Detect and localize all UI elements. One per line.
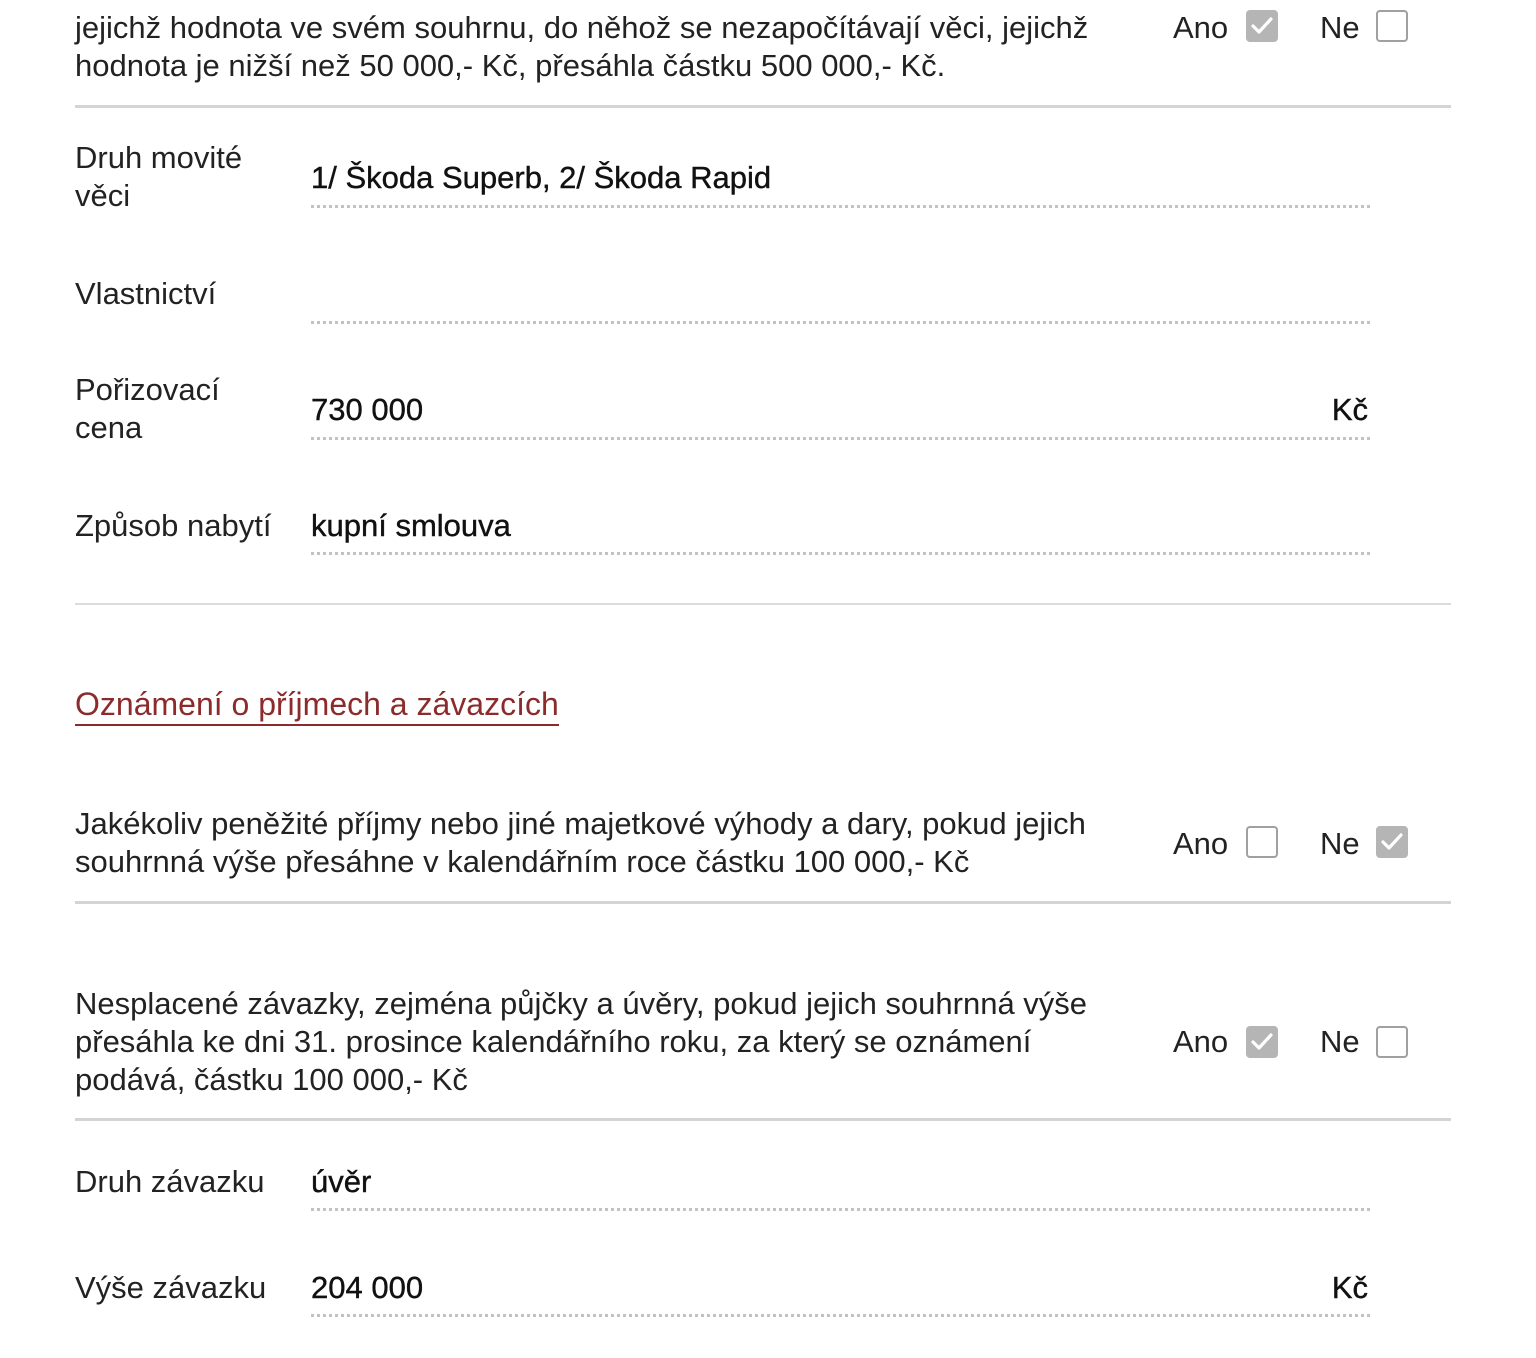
price-value[interactable]: 730 000	[311, 392, 424, 427]
acquisition-field-line	[311, 552, 1370, 555]
acquisition-label: Způsob nabytí	[75, 508, 272, 543]
liability-amount-label: Výše závazku	[75, 1270, 267, 1305]
ownership-label: Vlastnictví	[75, 276, 217, 311]
q3-ano-checkbox[interactable]	[1246, 1026, 1278, 1058]
checkmark-icon	[1248, 12, 1276, 40]
liability-amount-field-line	[311, 1314, 1370, 1317]
q1-ano-label: Ano	[1173, 10, 1229, 45]
price-currency: Kč	[1331, 392, 1368, 427]
q1-ne-label: Ne	[1320, 10, 1360, 45]
movable-type-field-line	[311, 205, 1370, 208]
price-label: Pořizovací cena	[75, 372, 220, 445]
section-title-income-liabilities: Oznámení o příjmech a závazcích	[75, 684, 559, 726]
q2-ne-checkbox[interactable]	[1376, 826, 1408, 858]
checkmark-icon	[1248, 1028, 1276, 1056]
acquisition-value[interactable]: kupní smlouva	[311, 508, 511, 543]
divider	[75, 1118, 1451, 1121]
q3-ano-label: Ano	[1173, 1024, 1229, 1059]
q2-ano-checkbox[interactable]	[1246, 826, 1278, 858]
liability-amount-value[interactable]: 204 000	[311, 1270, 424, 1305]
liability-type-value[interactable]: úvěr	[311, 1164, 372, 1199]
movable-type-value[interactable]: 1/ Škoda Superb, 2/ Škoda Rapid	[311, 160, 772, 195]
liability-type-label: Druh závazku	[75, 1164, 265, 1199]
price-field-line	[311, 437, 1370, 440]
divider	[75, 603, 1451, 605]
q1-ne-checkbox[interactable]	[1376, 10, 1408, 42]
checkmark-icon	[1378, 828, 1406, 856]
movable-type-label: Druh movité věci	[75, 140, 243, 213]
question-liabilities-text: Nesplacené závazky, zejména půjčky a úvěry, pokud jejich souhrnná výše přesáhla ke dni 31. prosince kalendářního roku, za který se oznámení podává, částku 100 000,- Kč	[75, 986, 1088, 1097]
q3-ne-checkbox[interactable]	[1376, 1026, 1408, 1058]
divider	[75, 105, 1451, 108]
question-income-text: Jakékoliv peněžité příjmy nebo jiné majetkové výhody a dary, pokud jejich souhrnná výše přesáhne v kalendářním roce částku 100 000,- Kč	[75, 806, 1086, 879]
liability-type-field-line	[311, 1208, 1370, 1211]
question-movable-assets-text: jejichž hodnota ve svém souhrnu, do něhož se nezapočítávají věci, jejichž hodnota je nižší než 50 000,- Kč, přesáhla částku 500 000,- Kč.	[75, 10, 1089, 83]
liability-amount-currency: Kč	[1331, 1270, 1368, 1305]
q1-ano-checkbox[interactable]	[1246, 10, 1278, 42]
q2-ano-label: Ano	[1173, 826, 1229, 861]
q3-ne-label: Ne	[1320, 1024, 1360, 1059]
divider	[75, 901, 1451, 904]
q2-ne-label: Ne	[1320, 826, 1360, 861]
ownership-field-line	[311, 321, 1370, 324]
